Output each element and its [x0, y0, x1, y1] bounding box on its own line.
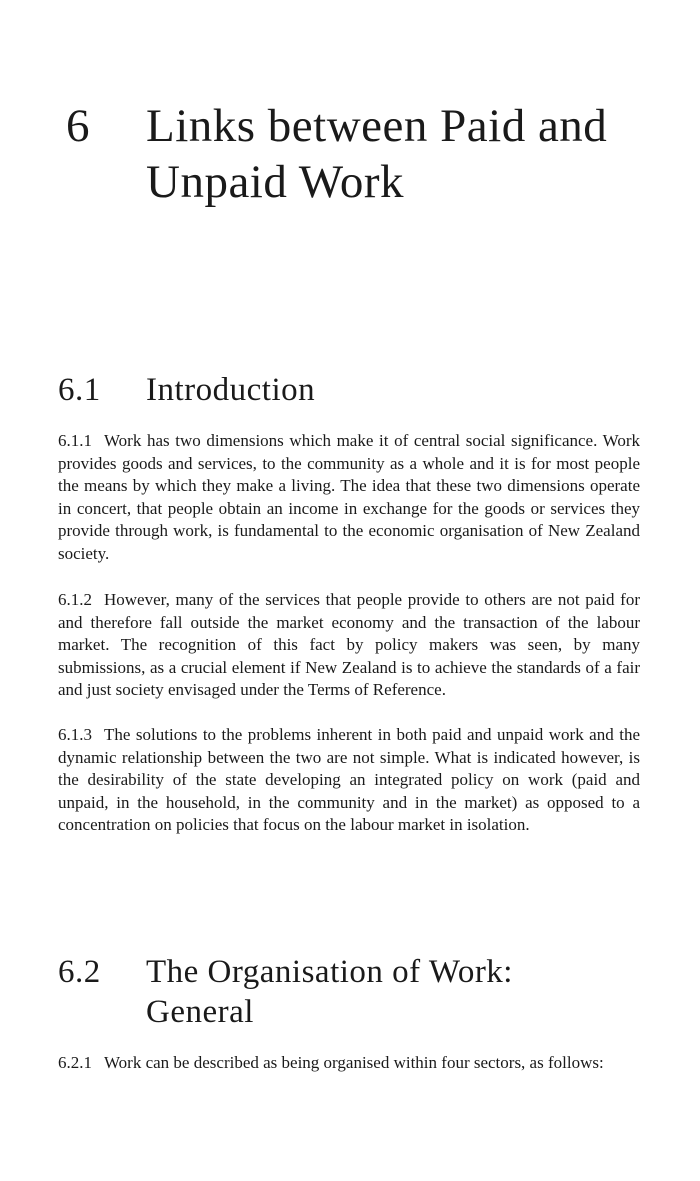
section-title-line-1: The Organisation of Work:: [146, 954, 513, 990]
section-number: 6.2: [58, 954, 101, 990]
paragraph-number: 6.1.3: [58, 725, 92, 744]
paragraph-text: Work has two dimensions which make it of central social significance. Work provides goods and services, to the community as a whole and it is for most people the means by which they make a living. The idea that these two dimensions operate in concert, that people obtain an income in exchange for the goods or services they provide through work, is fundamental to the economic organisation of New Zealand society.: [58, 431, 640, 563]
paragraph-6-1-1: [58, 430, 640, 565]
paragraph-number: 6.1.1: [58, 431, 92, 450]
chapter-title-line-1: Links between Paid and: [146, 100, 608, 152]
section-number: 6.1: [58, 372, 101, 408]
chapter-title-line-2: Unpaid Work: [146, 156, 405, 208]
section-title-line-2: General: [146, 994, 254, 1030]
paragraph-number: 6.2.1: [58, 1053, 92, 1072]
chapter-title: [146, 98, 666, 210]
paragraph-6-2-1: [58, 1052, 640, 1075]
paragraph-text: Work can be described as being organised within four sectors, as follows:: [104, 1053, 604, 1072]
paragraph-6-1-2: [58, 589, 640, 702]
paragraph-text: The solutions to the problems inherent in both paid and unpaid work and the dynamic relationship between the two are not simple. What is indicated however, is the desirability of the state developing an integrated policy on work (paid and unpaid, in the household, in the community and in the market) as opposed to a concentration on policies that focus on the labour market in isolation.: [58, 725, 640, 834]
paragraph-number: 6.1.2: [58, 590, 92, 609]
paragraph-text: However, many of the services that people provide to others are not paid for and therefore fall outside the market economy and the transaction of the labour market. The recognition of this fact by policy makers was seen, by many submissions, as a crucial element if New Zealand is to achieve the standards of a fair and just society envisaged under the Terms of Reference.: [58, 590, 640, 699]
section-title: Introduction: [146, 372, 316, 408]
chapter-number: 6: [66, 100, 90, 152]
section-title: [146, 952, 666, 1032]
paragraph-6-1-3: [58, 724, 640, 837]
